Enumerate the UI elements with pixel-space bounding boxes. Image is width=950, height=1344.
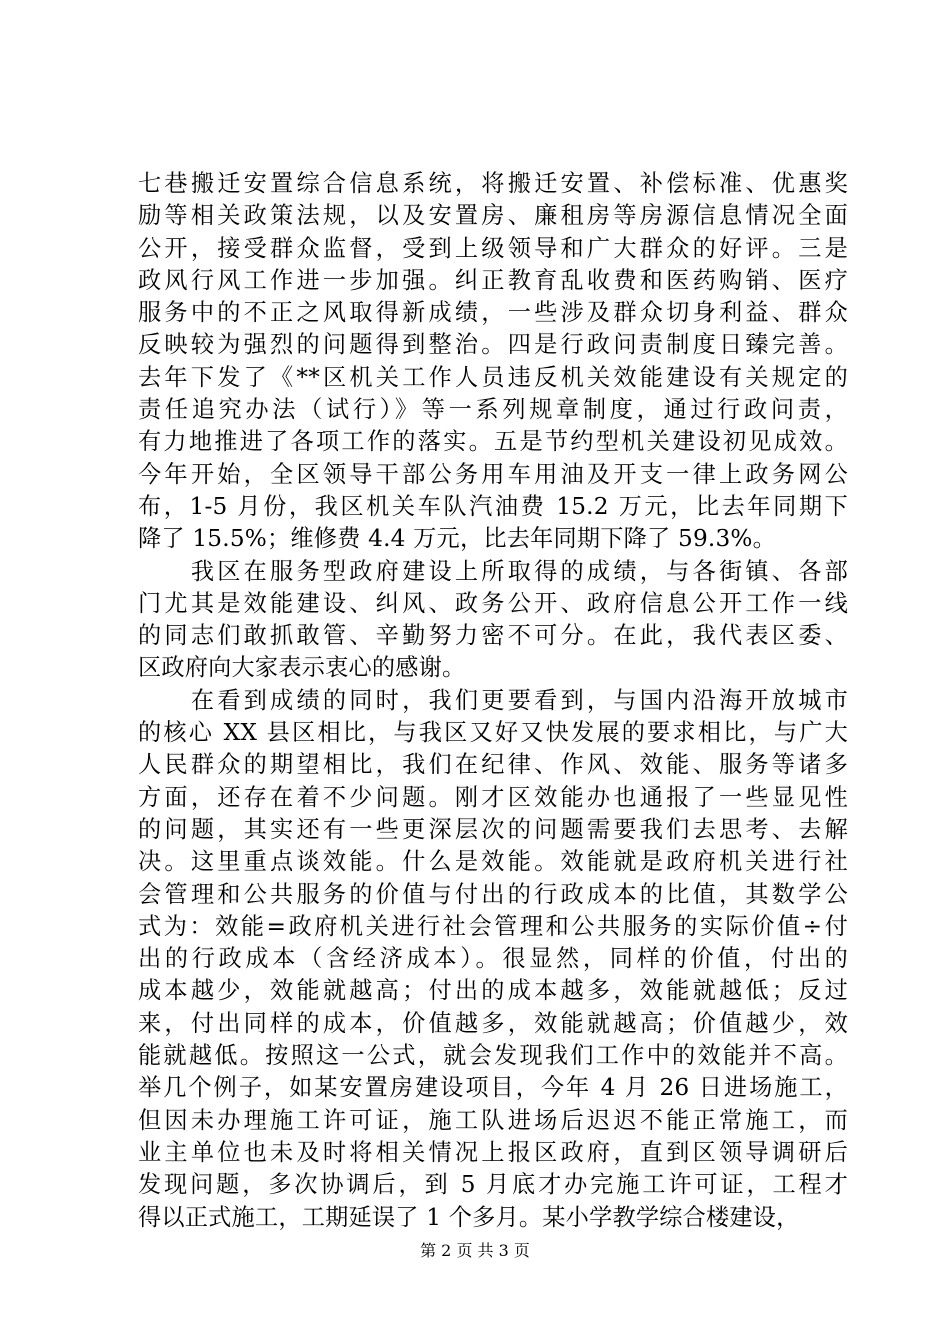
text-line: 布，1-5 月份，我区机关车队汽油费 15.2 万元，比去年同期下 bbox=[138, 492, 848, 520]
text-line: 服务中的不正之风取得新成绩，一些涉及群众切身利益、群众 bbox=[138, 299, 848, 327]
page-footer: 第 2 页 共 3 页 bbox=[420, 1241, 530, 1260]
text-line: 今年开始，全区领导干部公务用车用油及开支一律上政务网公 bbox=[138, 460, 848, 488]
text-line: 区政府向大家表示衷心的感谢。 bbox=[138, 654, 466, 682]
text-line: 但因未办理施工许可证，施工队进场后迟迟不能正常施工，而 bbox=[138, 1106, 848, 1134]
text-line: 责任追究办法（试行）》等一系列规章制度，通过行政问责， bbox=[138, 396, 848, 424]
text-line: 出的行政成本（含经济成本）。很显然，同样的价值，付出的 bbox=[138, 945, 848, 973]
text-line: 得以正式施工，工期延误了 1 个多月。某小学教学综合楼建设， bbox=[138, 1203, 800, 1231]
text-line: 七巷搬迁安置综合信息系统，将搬迁安置、补偿标准、优惠奖 bbox=[138, 170, 848, 197]
text-line: 来，付出同样的成本，价值越多，效能就越高；价值越少，效 bbox=[138, 1009, 848, 1037]
text-line: 会管理和公共服务的价值与付出的行政成本的比值，其数学公 bbox=[138, 880, 848, 908]
text-line: 方面，还存在着不少问题。刚才区效能办也通报了一些显见性 bbox=[138, 783, 848, 811]
text-line: 的问题，其实还有一些更深层次的问题需要我们去思考、去解 bbox=[138, 815, 848, 843]
text-line: 降了 15.5%；维修费 4.4 万元，比去年同期下降了 59.3%。 bbox=[138, 525, 777, 553]
text-line: 我区在服务型政府建设上所取得的成绩，与各街镇、各部 bbox=[138, 557, 848, 585]
text-line: 门尤其是效能建设、纠风、政务公开、政府信息公开工作一线 bbox=[138, 589, 848, 617]
paragraph bbox=[138, 685, 848, 1234]
text-line: 励等相关政策法规，以及安置房、廉租房等房源信息情况全面 bbox=[138, 202, 848, 230]
text-line: 去年下发了《**区机关工作人员违反机关效能建设有关规定的 bbox=[138, 363, 848, 391]
text-line: 反映较为强烈的问题得到整治。四是行政问责制度日臻完善。 bbox=[138, 331, 848, 359]
paragraph bbox=[138, 556, 848, 685]
text-line: 有力地推进了各项工作的落实。五是节约型机关建设初见成效。 bbox=[138, 428, 848, 456]
text-line: 公开，接受群众监督，受到上级领导和广大群众的好评。三是 bbox=[138, 234, 848, 262]
document-body bbox=[138, 168, 848, 1234]
text-line: 成本越少，效能就越高；付出的成本越多，效能就越低；反过 bbox=[138, 977, 848, 1005]
text-line: 发现问题，多次协调后，到 5 月底才办完施工许可证，工程才 bbox=[138, 1171, 848, 1199]
text-line: 能就越低。按照这一公式，就会发现我们工作中的效能并不高。 bbox=[138, 1042, 848, 1070]
text-line: 政风行风工作进一步加强。纠正教育乱收费和医药购销、医疗 bbox=[138, 266, 848, 294]
text-line: 决。这里重点谈效能。什么是效能。效能就是政府机关进行社 bbox=[138, 848, 848, 876]
text-line: 业主单位也未及时将相关情况上报区政府，直到区领导调研后 bbox=[138, 1138, 848, 1166]
text-line: 的同志们敢抓敢管、辛勤努力密不可分。在此，我代表区委、 bbox=[138, 622, 848, 650]
text-line: 式为：效能=政府机关进行社会管理和公共服务的实际价值÷付 bbox=[138, 912, 848, 940]
text-line: 的核心 XX 县区相比，与我区又好又快发展的要求相比，与广大 bbox=[138, 719, 848, 747]
text-line: 人民群众的期望相比，我们在纪律、作风、效能、服务等诸多 bbox=[138, 751, 848, 779]
text-line: 在看到成绩的同时，我们更要看到，与国内沿海开放城市 bbox=[138, 686, 848, 714]
text-line: 举几个例子，如某安置房建设项目，今年 4 月 26 日进场施工， bbox=[138, 1074, 848, 1102]
paragraph bbox=[138, 168, 848, 556]
